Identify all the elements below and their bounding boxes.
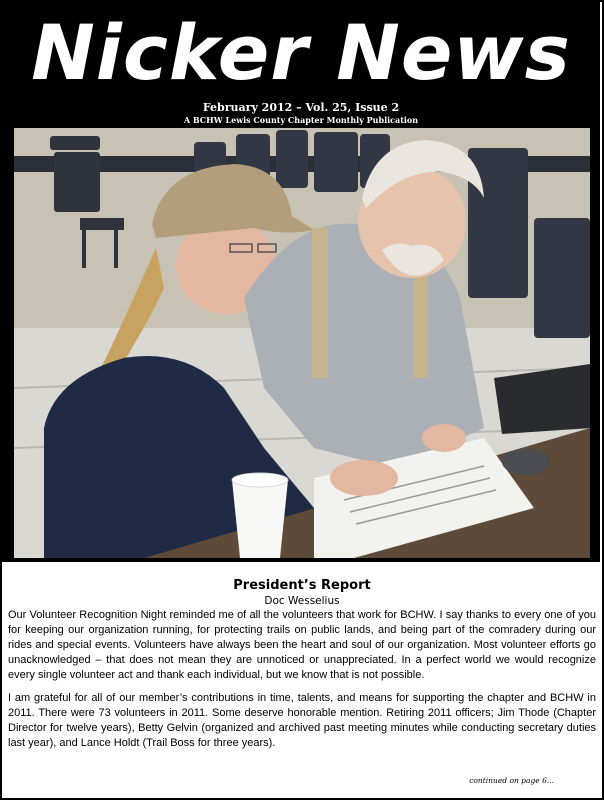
- presidents-report: [8, 578, 596, 759]
- continued-note: continued on page 6...: [469, 776, 554, 785]
- newsletter-title: Nicker News: [31, 8, 571, 97]
- report-title: President’s Report: [233, 578, 371, 593]
- masthead: [2, 2, 600, 562]
- report-paragraph: Our Volunteer Recognition Night reminded me of all the volunteers that work for BCHW. I say thanks to every one of you for keeping our organization running, for protecting trails on public lands, and being part of the comradery during our rides and special events. Volunteers have always been the heart and soul of our organization. Most volunteer efforts go unacknowledged – that does not mean they are unnoticed or unappreciated. In a perfect world we would recognize every single volunteer act and thank each individual, but we know that is not possible.: [8, 609, 596, 681]
- cover-photo: [14, 128, 590, 558]
- report-author: Doc Wesselius: [264, 595, 340, 607]
- issue-line: February 2012 – Vol. 25, Issue 2: [202, 101, 400, 114]
- report-paragraph: I am grateful for all of our member’s contributions in time, talents, and means for supporting the chapter and BCHW in 2011. There were 73 volunteers in 2011. Some deserve honorable mention. Retiring 2011 officers; Jim Thode (Chapter Director for twelve years), Betty Gelvin (organized and archived past meeting minutes while conducting secretary duties last year), and Lance Holdt (Trail Boss for three years).: [8, 692, 596, 749]
- publication-subline: A BCHW Lewis County Chapter Monthly Publication: [183, 115, 419, 125]
